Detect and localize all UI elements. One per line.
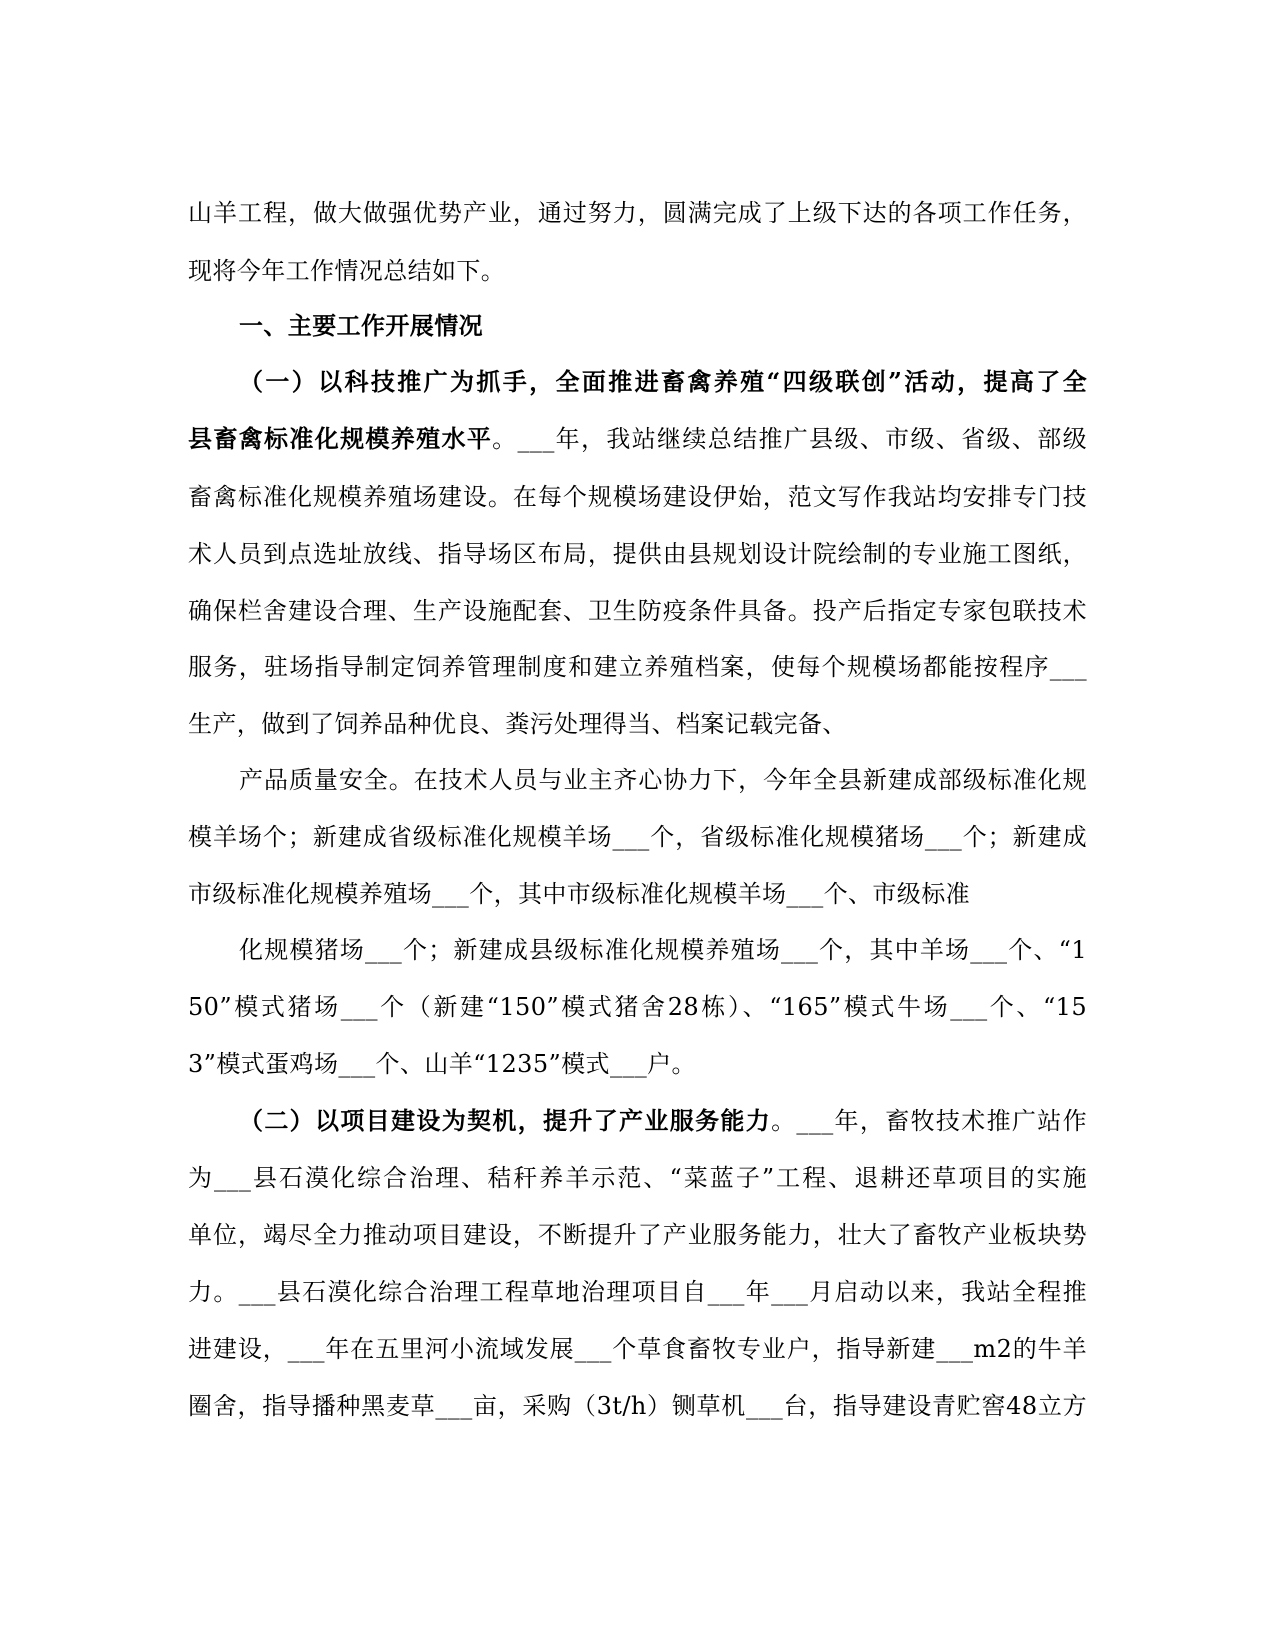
paragraph-line: 力。___县石漠化综合治理工程草地治理项目自___年___月启动以来，我站全程推 [188,1278,1087,1306]
paragraph-line: 圈舍，指导播种黑麦草___亩，采购（3t/h）铡草机___台，指导建设青贮窖48立方 [188,1392,1087,1420]
paragraph-line: 服务，驻场指导制定饲养管理制度和建立养殖档案，使每个规模场都能按程序___ [188,653,1087,681]
paragraph-line: 市级标准化规模养殖场___个，其中市级标准化规模羊场___个、市级标准 [188,880,970,908]
paragraph-line: 模羊场个；新建成省级标准化规模羊场___个，省级标准化规模猪场___个；新建成 [188,823,1087,851]
paragraph-line: 术人员到点选址放线、指导场区布局，提供由县规划设计院绘制的专业施工图纸， [188,540,1087,568]
paragraph-line: 进建设，___年在五里河小流域发展___个草食畜牧专业户，指导新建___m2的牛羊 [188,1335,1087,1363]
subsection-heading: （二）以项目建设为契机，提升了产业服务能力 [239,1106,772,1135]
section-heading: 一、主要工作开展情况 [239,311,483,340]
paragraph-line: 生产，做到了饲养品种优良、粪污处理得当、档案记载完备、 [188,710,847,738]
paragraph-line: 50”模式猪场___个（新建“150”模式猪舍28栋）、“165”模式牛场___个、“15 [188,993,1087,1021]
paragraph-line [239,1106,1087,1136]
paragraph-line: 为___县石漠化综合治理、秸秆养羊示范、“菜蓝子”工程、退耕还草项目的实施 [188,1164,1087,1192]
paragraph-text: 。___年，畜牧技术推广站作 [771,1107,1087,1135]
subsection-heading-tail: 县畜禽标准化规模养殖水平 [188,424,493,453]
paragraph-line: 畜禽标准化规模养殖场建设。在每个规模场建设伊始，范文写作我站均安排专门技 [188,483,1087,511]
paragraph-line: 3”模式蛋鸡场___个、山羊“1235”模式___户。 [188,1050,696,1078]
paragraph-line: 山羊工程，做大做强优势产业，通过努力，圆满完成了上级下达的各项工作任务， [188,199,1087,227]
paragraph-line [188,424,1087,454]
paragraph-line: 现将今年工作情况总结如下。 [188,257,506,285]
paragraph-line: 产品质量安全。在技术人员与业主齐心协力下，今年全县新建成部级标准化规 [239,766,1087,794]
paragraph-line: 单位，竭尽全力推动项目建设，不断提升了产业服务能力，壮大了畜牧产业板块势 [188,1221,1087,1249]
paragraph-line: 化规模猪场___个；新建成县级标准化规模养殖场___个，其中羊场___个、“1 [239,936,1087,964]
paragraph-line: 确保栏舍建设合理、生产设施配套、卫生防疫条件具备。投产后指定专家包联技术 [188,597,1087,625]
subsection-heading: （一）以科技推广为抓手，全面推进畜禽养殖“四级联创”活动，提高了全 [239,367,1087,396]
paragraph-text: 。___年，我站继续总结推广县级、市级、省级、部级 [492,425,1087,453]
